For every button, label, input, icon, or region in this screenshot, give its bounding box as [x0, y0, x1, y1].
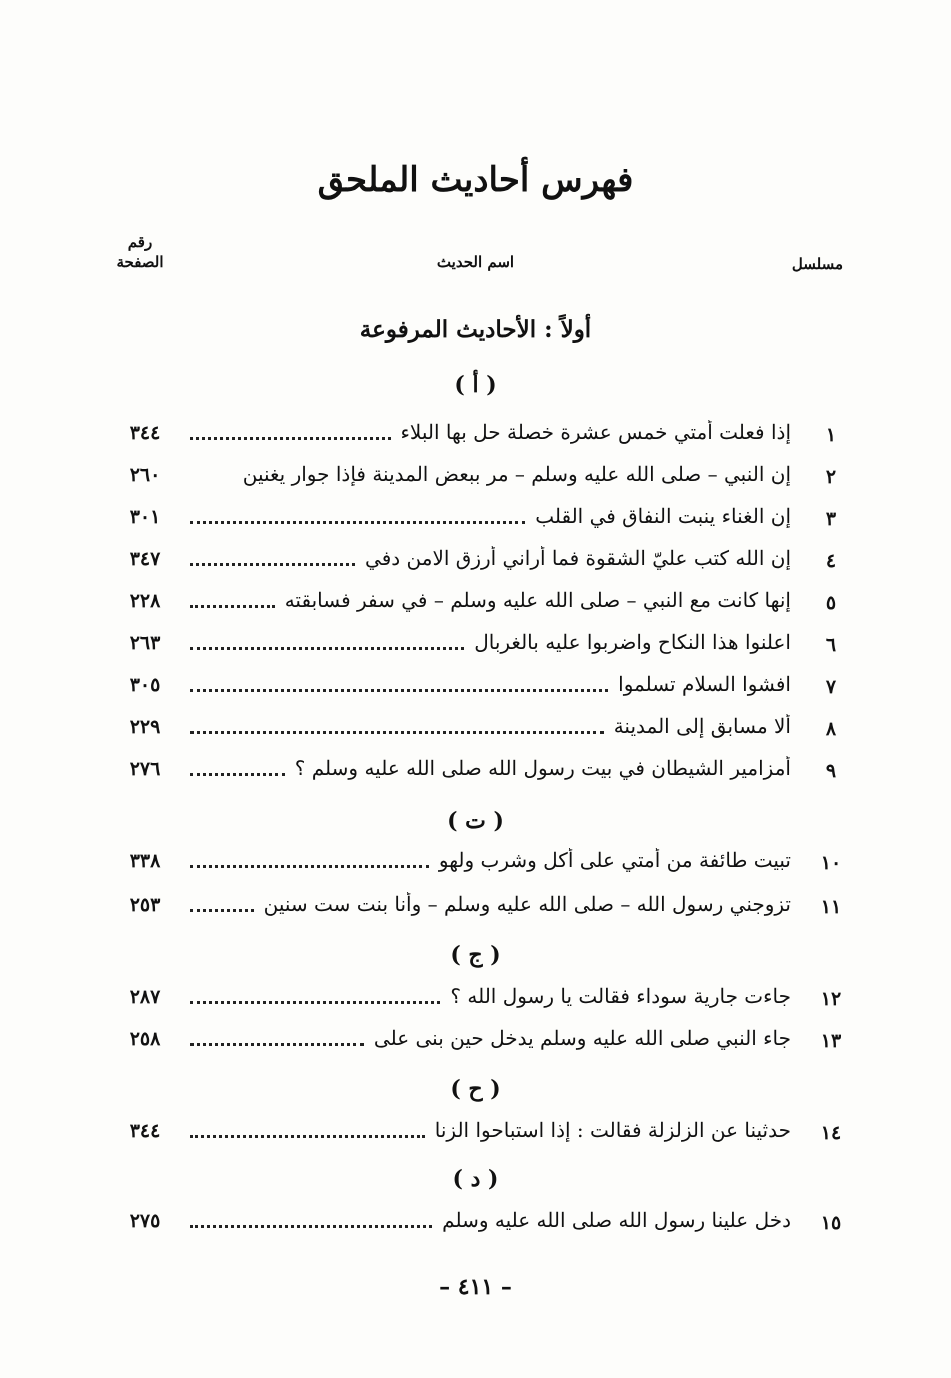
- item-name: [190, 756, 791, 780]
- page-title: فهرس أحاديث الملحق: [317, 160, 634, 200]
- column-header-serial: مسلسل: [791, 255, 843, 273]
- item-serial: ٨: [825, 718, 837, 740]
- item-serial: ١١: [820, 896, 842, 918]
- leader-dots: [190, 509, 525, 524]
- list-item: [0, 756, 951, 794]
- item-serial: ٤: [825, 550, 837, 572]
- item-text: ألا مسابق إلى المدينة: [613, 714, 791, 738]
- item-text: جاءت جارية سوداء فقالت يا رسول الله ؟: [450, 984, 791, 1008]
- item-page: ٢٧٦: [129, 758, 161, 780]
- item-serial: ١٣: [820, 1030, 842, 1052]
- item-page: ٢٦٣: [129, 632, 161, 654]
- item-text: افشوا السلام تسلموا: [618, 672, 791, 696]
- item-page: ٢٦٠: [129, 464, 161, 486]
- item-text: تزوجني رسول الله – صلى الله عليه وسلم – وأنا بنت ست سنين: [263, 892, 791, 916]
- item-serial: ٢: [825, 466, 837, 488]
- leader-dots: [190, 1213, 432, 1228]
- item-page: ٣٤٧: [129, 548, 161, 570]
- column-header-page: [100, 232, 180, 272]
- item-text: تبيت طائفة من أمتي على أكل وشرب ولهو: [438, 848, 791, 872]
- list-item: [0, 588, 951, 626]
- list-item: [0, 892, 951, 930]
- item-text: إن الله كتب عليّ الشقوة فما أراني أرزق الامن دفي: [365, 546, 791, 570]
- item-page: ٣٠١: [129, 506, 161, 528]
- letter-heading: ( ج ): [450, 942, 501, 968]
- item-text: حدثينا عن الزلزلة فقالت : إذا استباحوا الزنا: [434, 1118, 791, 1142]
- item-name: [190, 984, 791, 1008]
- item-name: [190, 892, 791, 916]
- item-text: إذا فعلت أمتي خمس عشرة خصلة حل بها البلاء: [400, 420, 791, 444]
- letter-heading: ( ت ): [447, 808, 504, 834]
- leader-dots: [190, 719, 604, 734]
- item-name: [190, 504, 791, 528]
- item-page: ٢٨٧: [129, 986, 161, 1008]
- item-page: ٣٠٥: [129, 674, 161, 696]
- item-serial: ٩: [825, 760, 837, 782]
- item-serial: ٥: [825, 592, 837, 614]
- item-serial: ١٠: [820, 852, 842, 874]
- item-name: [190, 1026, 791, 1050]
- list-item: [0, 1208, 951, 1246]
- leader-dots: [190, 593, 275, 608]
- item-text: إن الغناء ينبت النفاق في القلب: [535, 504, 791, 528]
- leader-dots: [190, 1031, 364, 1046]
- leader-dots: [190, 425, 391, 440]
- item-serial: ٣: [825, 508, 837, 530]
- list-item: [0, 848, 951, 886]
- letter-heading: ( د ): [452, 1166, 499, 1192]
- item-page: ٢٢٨: [129, 590, 161, 612]
- item-name: [190, 714, 791, 738]
- item-serial: ١٢: [820, 988, 842, 1010]
- list-item: [0, 1026, 951, 1064]
- page-number: – ٤١١ –: [439, 1274, 512, 1300]
- list-item: [0, 630, 951, 668]
- item-name: [190, 630, 791, 654]
- item-text: إنها كانت مع النبي – صلى الله عليه وسلم – في سفر فسابقته: [284, 588, 791, 612]
- item-text: اعلنوا هذا النكاح واضربوا عليه بالغربال: [474, 630, 791, 654]
- item-serial: ١٤: [820, 1122, 842, 1144]
- letter-heading: ( أ ): [454, 372, 497, 398]
- item-serial: ١٥: [820, 1212, 842, 1234]
- list-item: [0, 546, 951, 584]
- item-page: ٣٣٨: [129, 850, 161, 872]
- item-text: إن النبي – صلى الله عليه وسلم – مر ببعض المدينة فإذا جوار يغنين: [242, 462, 791, 486]
- item-page: ٣٤٤: [129, 422, 161, 444]
- item-name: [190, 462, 791, 486]
- item-page: ٢٧٥: [129, 1210, 161, 1232]
- leader-dots: [190, 761, 285, 776]
- item-text: دخل علينا رسول الله صلى الله عليه وسلم: [442, 1208, 791, 1232]
- section-heading: أولاً : الأحاديث المرفوعة: [359, 316, 592, 343]
- leader-dots: [190, 551, 355, 566]
- item-page: ٢٥٨: [129, 1028, 161, 1050]
- list-item: [0, 984, 951, 1022]
- leader-dots: [190, 635, 464, 650]
- list-item: [0, 504, 951, 542]
- item-page: ٣٤٤: [129, 1120, 161, 1142]
- item-serial: ٧: [825, 676, 837, 698]
- item-name: [190, 672, 791, 696]
- item-name: [190, 546, 791, 570]
- item-page: ٢٥٣: [129, 894, 161, 916]
- item-serial: ٦: [825, 634, 837, 656]
- letter-heading: ( ح ): [450, 1076, 501, 1102]
- item-name: [190, 848, 791, 872]
- column-header-name: اسم الحديث: [436, 253, 515, 271]
- leader-dots: [190, 853, 429, 868]
- item-text: جاء النبي صلى الله عليه وسلم يدخل حين بنى على: [373, 1026, 791, 1050]
- list-item: [0, 1118, 951, 1156]
- item-name: [190, 588, 791, 612]
- list-item: [0, 420, 951, 458]
- item-page: ٢٢٩: [129, 716, 161, 738]
- leader-dots: [190, 677, 608, 692]
- column-header-page-line2: الصفحة: [116, 253, 164, 271]
- item-serial: ١: [825, 424, 837, 446]
- item-name: [190, 420, 791, 444]
- list-item: [0, 714, 951, 752]
- item-name: [190, 1208, 791, 1232]
- leader-dots: [190, 897, 254, 912]
- column-header-page-line1: رقم: [127, 233, 153, 251]
- leader-dots: [190, 1123, 425, 1138]
- leader-dots: [190, 989, 440, 1004]
- item-text: أمزامير الشيطان في بيت رسول الله صلى الله عليه وسلم ؟: [294, 756, 791, 780]
- list-item: [0, 462, 951, 500]
- item-name: [190, 1118, 791, 1142]
- list-item: [0, 672, 951, 710]
